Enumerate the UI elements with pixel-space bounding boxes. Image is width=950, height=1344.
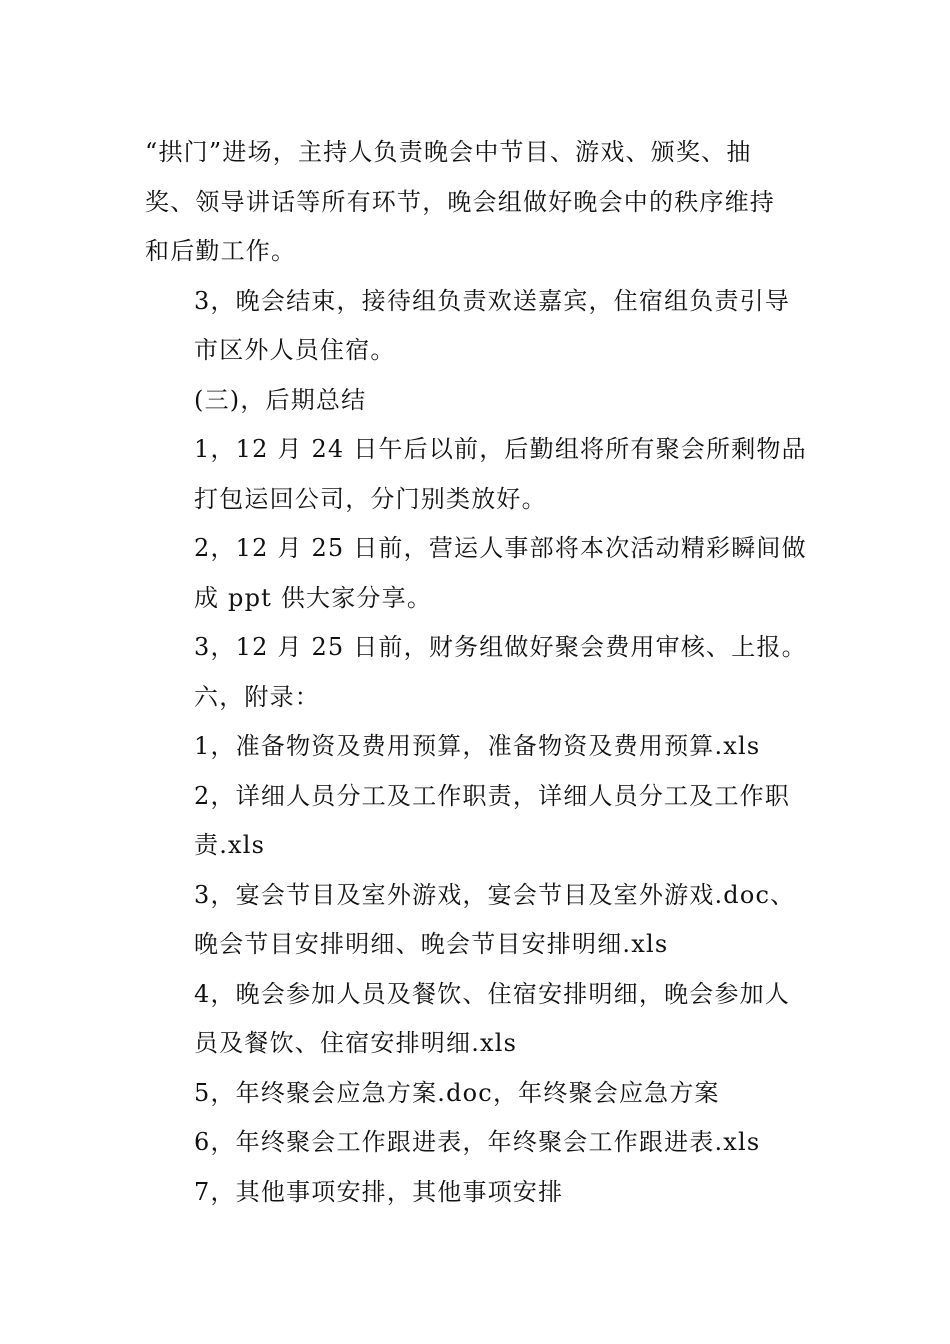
section-heading-appendix (145, 673, 810, 723)
document-body (145, 128, 810, 1217)
appendix-item-3 (145, 871, 810, 970)
appendix-item-5 (145, 1069, 810, 1119)
appendix-item-6 (145, 1118, 810, 1168)
appendix-item-2 (145, 772, 810, 871)
text-line: 2，详细人员分工及工作职责，详细人员分工及工作职 (194, 781, 791, 810)
text-line: 和后勤工作。 (145, 237, 297, 265)
section-heading-later-summary (145, 376, 810, 426)
text-line: “拱门”进场，主持人负责晚会中节目、游戏、颁奖、抽 (145, 138, 752, 166)
text-line: 3，晚会结束，接待组负责欢送嘉宾，住宿组负责引导 (194, 286, 791, 315)
text-line: 责.xls (194, 831, 266, 859)
appendix-item-4 (145, 970, 810, 1069)
paragraph-arch-entry (145, 128, 810, 277)
text-line: 打包运回公司，分门别类放好。 (194, 484, 547, 513)
text-line: 2，12 月 25 日前，营运人事部将本次活动精彩瞬间做 (194, 534, 807, 562)
text-line: 4，晚会参加人员及餐饮、住宿安排明细，晚会参加人 (194, 979, 791, 1008)
appendix-item-7 (145, 1168, 810, 1218)
text-line: 3，宴会节目及室外游戏，宴会节目及室外游戏.doc、 (194, 880, 796, 909)
text-line: 6，年终聚会工作跟进表，年终聚会工作跟进表.xls (194, 1128, 761, 1156)
text-line: 奖、领导讲话等所有环节，晚会组做好晚会中的秩序维持 (145, 187, 775, 216)
text-line: 7，其他事项安排，其他事项安排 (194, 1177, 564, 1206)
text-line: 3，12 月 25 日前，财务组做好聚会费用审核、上报。 (194, 633, 807, 661)
paragraph-summary-item-3 (145, 623, 810, 673)
text-line: 市区外人员住宿。 (194, 336, 396, 364)
paragraph-summary-item-1 (145, 425, 810, 524)
paragraph-evening-end (145, 277, 810, 376)
appendix-item-1 (145, 722, 810, 772)
text-line: 成 ppt 供大家分享。 (194, 583, 433, 612)
text-line: 六，附录： (194, 682, 320, 711)
text-line: 员及餐饮、住宿安排明细.xls (194, 1029, 518, 1057)
text-line: 1，准备物资及费用预算，准备物资及费用预算.xls (194, 732, 761, 760)
text-line: 5，年终聚会应急方案.doc，年终聚会应急方案 (194, 1078, 720, 1107)
text-line: 晚会节目安排明细、晚会节目安排明细.xls (194, 930, 669, 958)
text-line: 1，12 月 24 日午后以前，后勤组将所有聚会所剩物品 (194, 435, 807, 463)
paragraph-summary-item-2 (145, 524, 810, 623)
text-line: (三)，后期总结 (194, 385, 367, 414)
